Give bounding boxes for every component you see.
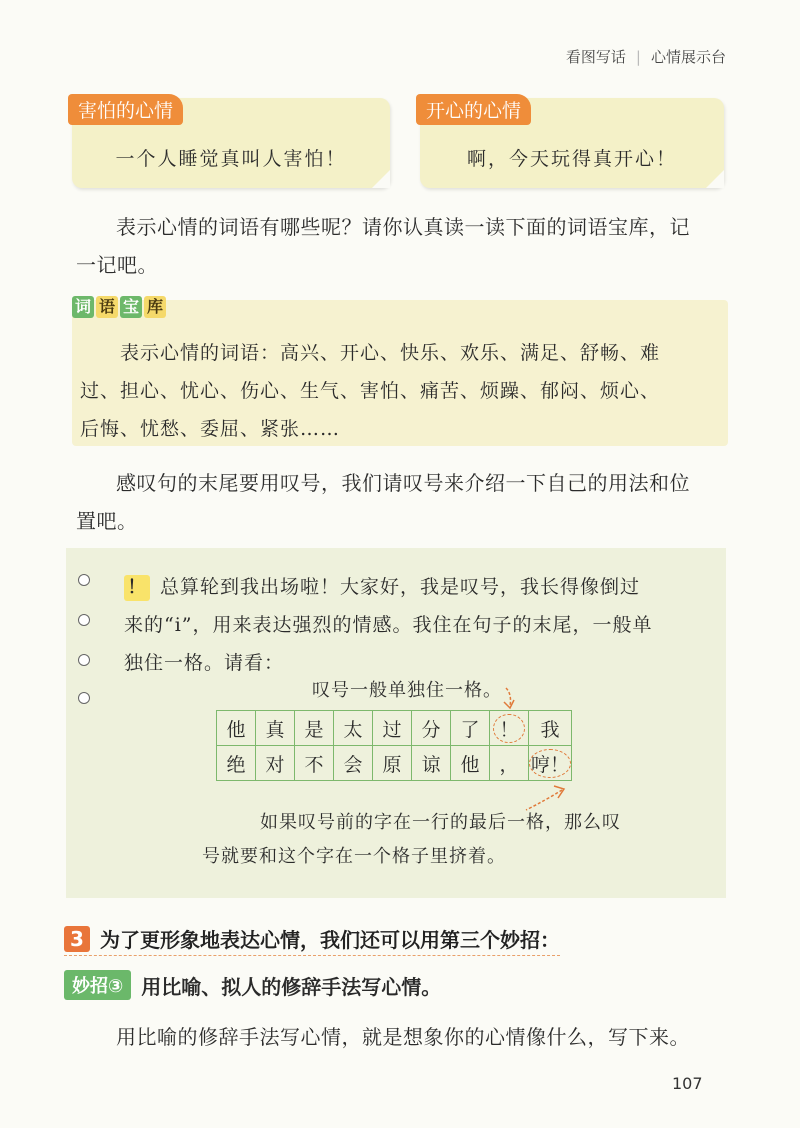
mood-card-text: 一个人睡觉真叫人害怕！ bbox=[115, 148, 347, 170]
mood-card-tag: 害怕的心情 bbox=[68, 94, 183, 125]
treasury-text bbox=[80, 334, 720, 448]
grid-cell: 不 bbox=[295, 746, 334, 781]
grid-cell: 了 bbox=[451, 711, 490, 746]
page-fold-corner bbox=[706, 170, 724, 188]
exclaim-highlight: 哼！ bbox=[529, 749, 571, 778]
grid-cell: 他 bbox=[451, 746, 490, 781]
grid-cell: 是 bbox=[295, 711, 334, 746]
grid-cell: ， bbox=[490, 746, 529, 781]
grid-cell: 会 bbox=[334, 746, 373, 781]
treasury-tag-char: 词 bbox=[72, 296, 94, 318]
treasury-line: 后悔、忧愁、委屈、紧张…… bbox=[80, 418, 341, 440]
page-header bbox=[566, 46, 726, 67]
grid-cell: 绝 bbox=[217, 746, 256, 781]
treasury-tag-char: 宝 bbox=[120, 296, 142, 318]
trick-tag: 妙招③ bbox=[64, 970, 131, 1000]
page-number: 107 bbox=[672, 1074, 703, 1093]
exclaim-intro-line: 置吧。 bbox=[76, 509, 138, 533]
grid-cell: 分 bbox=[412, 711, 451, 746]
grid-cell: 我 bbox=[529, 711, 572, 746]
grid-cell: 对 bbox=[256, 746, 295, 781]
trick-text: 用比喻、拟人的修辞手法写心情。 bbox=[141, 974, 442, 999]
intro-line: 表示心情的词语有哪些呢？请你认真读一读下面的词语宝库，记 bbox=[116, 215, 690, 239]
note-top: 叹号一般单独住一格。 bbox=[312, 680, 502, 701]
mood-card-happy bbox=[420, 98, 724, 188]
treasury-line: 表示心情的词语：高兴、开心、快乐、欢乐、满足、舒畅、难 bbox=[120, 342, 661, 364]
grid-cell: 太 bbox=[334, 711, 373, 746]
grid-row bbox=[217, 746, 572, 781]
grid-cell-highlight bbox=[529, 746, 572, 781]
mood-card-tag: 开心的心情 bbox=[416, 94, 531, 125]
mood-card-text: 啊，今天玩得真开心！ bbox=[466, 148, 677, 170]
treasury-tag bbox=[72, 296, 168, 318]
mood-card-scared bbox=[72, 98, 390, 188]
exclaim-box-line: 总算轮到我出场啦！大家好，我是叹号，我长得像倒过 bbox=[160, 576, 641, 598]
exclaim-box-line: 来的“i”，用来表达强烈的情感。我住在句子的末尾，一般单 bbox=[124, 614, 653, 636]
exclaim-highlight: ！ bbox=[493, 714, 524, 743]
note-bottom-line: 号就要和这个字在一个格子里挤着。 bbox=[202, 846, 506, 867]
character-grid bbox=[216, 710, 572, 781]
intro-paragraph bbox=[76, 208, 736, 284]
header-section: 看图写话 bbox=[565, 48, 626, 66]
grid-cell-highlight bbox=[490, 711, 529, 746]
grid-cell: 原 bbox=[373, 746, 412, 781]
grid-cell: 过 bbox=[373, 711, 412, 746]
intro-line: 一记吧。 bbox=[76, 253, 158, 277]
exclaim-intro-line: 感叹句的末尾要用叹号，我们请叹号来介绍一下自己的用法和位 bbox=[116, 471, 690, 495]
grid-cell: 他 bbox=[217, 711, 256, 746]
step-3-heading bbox=[64, 924, 560, 956]
header-subsection: 心情展示台 bbox=[650, 48, 726, 66]
grid-cell: 真 bbox=[256, 711, 295, 746]
note-bottom bbox=[202, 806, 682, 874]
exclaim-box bbox=[66, 548, 726, 898]
step-text: 为了更形象地表达心情，我们还可以用第三个妙招： bbox=[100, 928, 560, 952]
step-number: 3 bbox=[64, 926, 90, 952]
word-treasury bbox=[72, 297, 728, 446]
header-separator: | bbox=[635, 47, 641, 66]
exclaim-box-line: 独住一格。请看： bbox=[124, 652, 285, 674]
page-fold-corner bbox=[372, 170, 390, 188]
treasury-line: 过、担心、忧心、伤心、生气、害怕、痛苦、烦躁、郁闷、烦心、 bbox=[80, 380, 661, 402]
trick-3-heading bbox=[64, 970, 441, 1000]
treasury-tag-char: 库 bbox=[144, 296, 166, 318]
grid-cell: 谅 bbox=[412, 746, 451, 781]
note-bottom-line: 如果叹号前的字在一行的最后一格，那么叹 bbox=[260, 812, 621, 833]
treasury-tag-char: 语 bbox=[96, 296, 118, 318]
grid-row bbox=[217, 711, 572, 746]
closing-paragraph: 用比喻的修辞手法写心情，就是想象你的心情像什么，写下来。 bbox=[116, 1025, 690, 1049]
exclaim-intro-paragraph bbox=[76, 464, 736, 540]
exclaim-badge: ！ bbox=[124, 575, 150, 601]
